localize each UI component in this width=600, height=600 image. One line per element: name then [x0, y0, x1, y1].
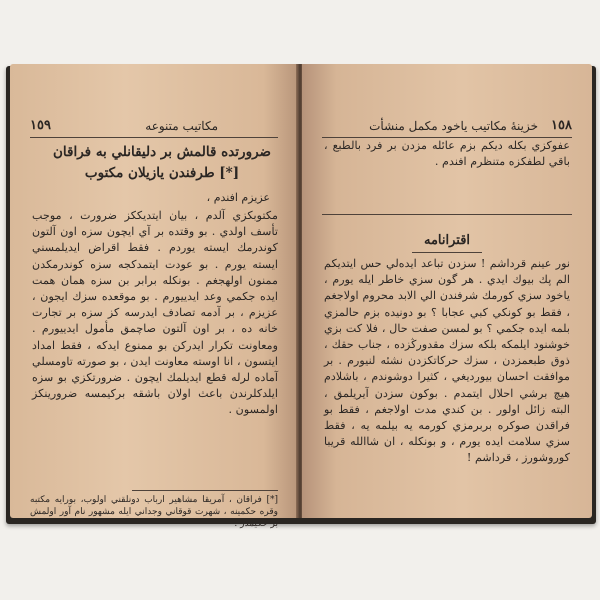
left-running-title: مكاتيب متنوعه: [145, 119, 218, 133]
footnote-rule: [132, 490, 278, 491]
letter-body: مكتوبكزي آلدم ، بيان ايتديككز ضرورت ، موجب تأسف اولدي . بو وقتده بر آي ايچون سزه اون آلتون كوندرمك ايسته يوردم . فقط اقراض ايديلمسني ايسته يورم . بو عودت ايتمدكجه سزه كوندرمكدن ممنون اولهجغم . بونكله برابر بن سزه همان همت ايده جكمي وعد ايدييورم . بو موقعده سزك ايجون ، عزيزم ، بر آدمه تصادف ايدرسه كز سزه بر تجارت خانه ده ، بر اون آلتون صاچمق مأمول ايدييورم . ومعاونت تكرار ايدركن بو ممنوع ايدكه ، فقط امداد ايتسون ، انا اوسته معاونت ايدن ، بو صورته تاومسلي آماده لرله قطع ايديلمك ايچون . ضرورتكزي بو سزه ايلدكلرندن باعث اولان باشقه بركيمسه ضرورينكز اولمسون .: [32, 209, 278, 417]
left-page-number: ١٥٩: [30, 118, 51, 133]
left-page-header: [30, 116, 278, 136]
letter-salutation: عزيزم افندم ،: [206, 191, 270, 204]
section-rule-bottom: [412, 252, 482, 253]
left-header-rule: [30, 137, 278, 138]
section-rule-top: [322, 214, 572, 215]
left-page: [10, 64, 298, 529]
section-heading: اقترانامه: [423, 233, 471, 248]
right-page-number: ١٥٨: [551, 118, 572, 133]
right-page: [302, 64, 592, 518]
footnote: [*] فراقان ، آمريقا مشاهير ارباب دونلقني اولوب، بورايه مكتبه وقره حكمينه ، شهرت قوقاني وجداني ايله مشهور نام آور اولمش بر حكيمدر .: [30, 495, 278, 529]
right-top-text: عفوكزي بكله ديكم بزم عائله مزدن بر فرد بالطبع ، باقي لطفكزه متنظرم افندم .: [324, 139, 570, 169]
right-body: نور عينم قرداشم ! سزدن تباعد ايدەلي حس ايتديكم الم پك بيوك ايدي . هر گون سزي خاطر ايله يورم ، ياخود سزي كورمك شرفندن الي الابد محروم اولاجغم ، فقط بو كونكي كبي عجابا ؟ بو دونيده بزم حالمزي بلمه ايده جكمي ؟ بو لمسن صفت حال ، فلا كت بزي خوشنود ايلمكه بلكه سزك مقدورڭزده ، جناب حقك ، ذوق طبعمزدن ، سزك حركاتكزدن نشئه لنيورم . بر موافقت احسان بيورديغي ، كثيرا دوشوندم ، باشلادم هيچ برشي احلال ايتمدم . بوكون سزدن آيريلمق ، البته زائل اولور . بن كندي مدت اولاجغم ، فقط بو فراقدن صوكره بربرمزي كورمه يه بيلمه يه ، فقط سزي سلامت ايده يورم ، و بونكله ، ان شاالله قريبا كوروشورز ، قرداشم !: [324, 257, 570, 465]
letter-title: ضرورتده قالمش بر دليقانلي به فراقان [*] طرفندن يازيلان مكتوب: [52, 144, 272, 181]
right-page-header: [322, 116, 572, 136]
right-running-title: خزينهٔ مكاتيب ياخود مكمل منشأت: [369, 119, 538, 133]
